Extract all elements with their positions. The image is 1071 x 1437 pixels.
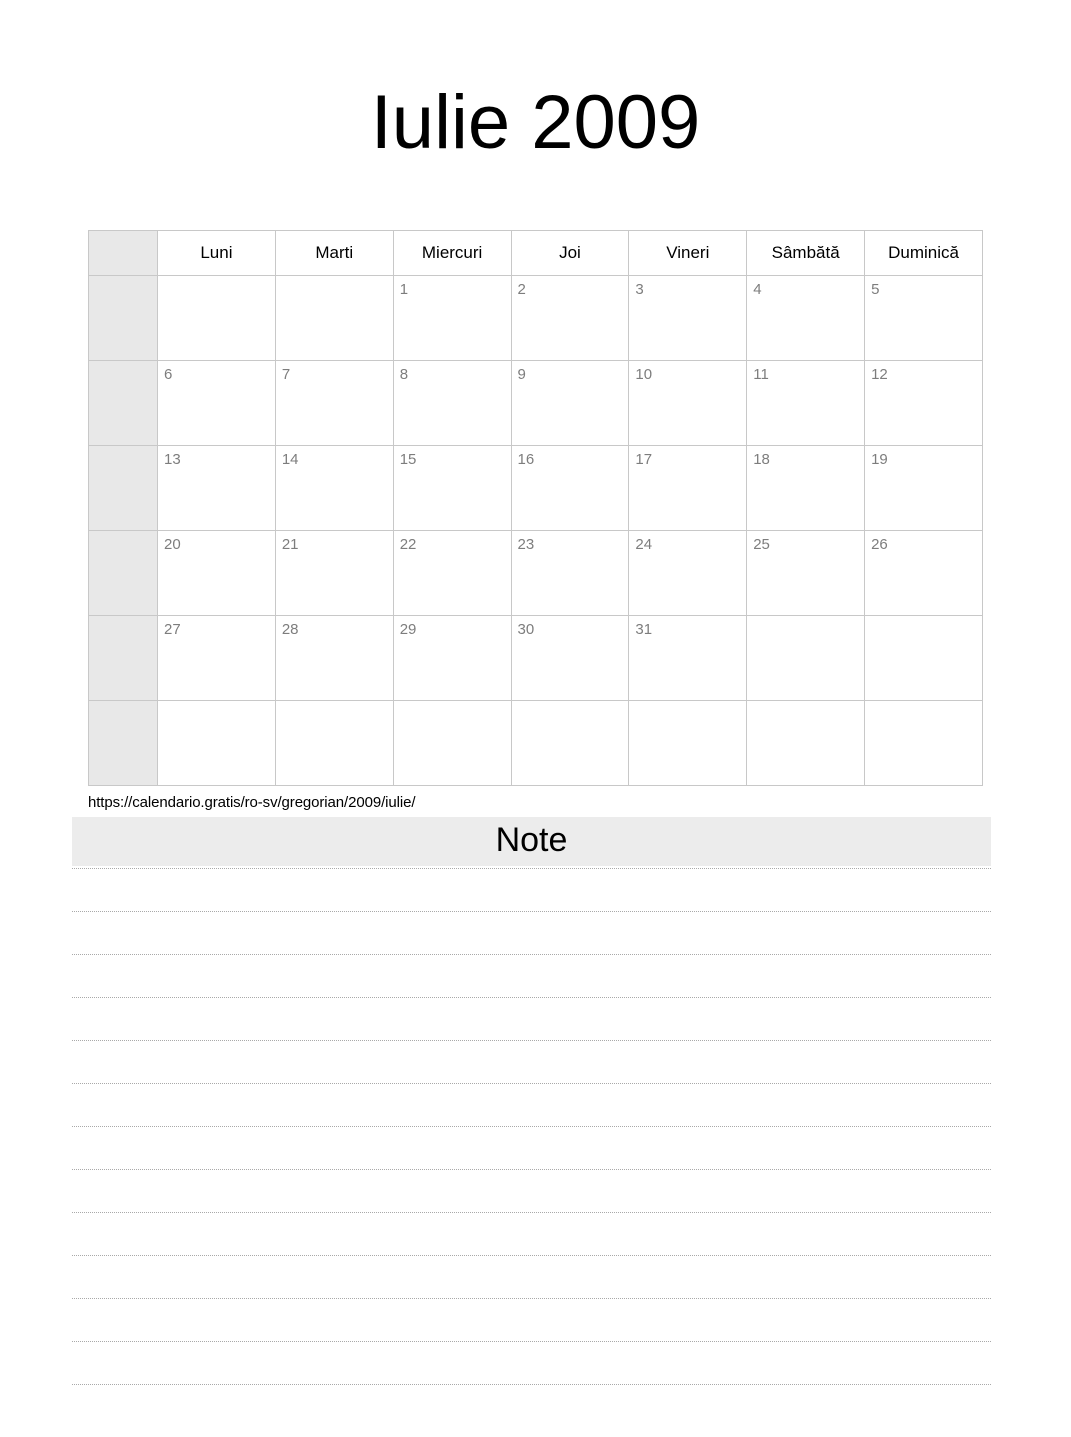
day-cell [511, 275, 629, 360]
day-cell [747, 445, 865, 530]
day-cell [511, 360, 629, 445]
note-line[interactable] [72, 1170, 991, 1213]
day-number: 11 [753, 365, 769, 383]
day-number [747, 616, 864, 622]
day-cell [275, 275, 393, 360]
day-number: 27 [164, 620, 181, 638]
day-cell [865, 445, 983, 530]
note-line[interactable] [72, 998, 991, 1041]
weeknumber-column-header [89, 230, 158, 275]
day-number: 30 [517, 620, 535, 638]
day-cell [393, 275, 511, 360]
day-cell [275, 445, 393, 530]
calendar-container [0, 230, 1071, 786]
weeknumber-cell [89, 445, 158, 530]
day-cell [511, 700, 629, 785]
calendar-header-row [89, 230, 983, 275]
calendar-week-row [89, 530, 983, 615]
day-cell [275, 615, 393, 700]
notes-title: Note [72, 817, 991, 866]
weekday-header-duminica: Duminică [865, 230, 983, 275]
day-cell [158, 700, 276, 785]
day-number: 23 [517, 535, 535, 553]
day-number: 26 [871, 535, 888, 553]
day-cell [158, 445, 276, 530]
day-cell [865, 615, 983, 700]
day-number [865, 701, 982, 707]
calendar-week-row [89, 445, 983, 530]
note-line[interactable] [72, 1127, 991, 1170]
day-cell [393, 445, 511, 530]
day-number: 3 [635, 280, 644, 298]
calendar-header-row-group [89, 230, 983, 275]
weekday-header-joi: Joi [511, 230, 629, 275]
day-cell [511, 530, 629, 615]
day-cell [629, 700, 747, 785]
day-number: 6 [164, 365, 173, 383]
day-cell [747, 615, 865, 700]
calendar-week-row [89, 615, 983, 700]
day-cell [275, 700, 393, 785]
day-cell [158, 615, 276, 700]
day-number: 24 [635, 535, 653, 553]
weekday-header-sambata: Sâmbătă [747, 230, 865, 275]
day-cell [275, 360, 393, 445]
day-cell [158, 360, 276, 445]
month-calendar-table [88, 230, 983, 786]
notes-section [0, 811, 1071, 1385]
notes-lines [72, 868, 991, 1385]
weeknumber-cell [89, 530, 158, 615]
day-cell [629, 445, 747, 530]
day-number [276, 276, 393, 282]
day-number: 14 [281, 450, 299, 468]
calendar-week-row [89, 700, 983, 785]
day-number: 19 [871, 450, 888, 468]
note-line[interactable] [72, 1084, 991, 1127]
day-number: 7 [281, 365, 291, 383]
weeknumber-cell [89, 275, 158, 360]
page-title: Iulie 2009 [370, 79, 701, 165]
day-number: 31 [635, 620, 653, 638]
calendar-page [0, 51, 1071, 1437]
day-number: 18 [753, 450, 770, 468]
calendar-week-row [89, 275, 983, 360]
day-number [512, 701, 629, 707]
day-cell [629, 615, 747, 700]
day-number [158, 701, 275, 707]
weekday-header-marti: Marti [275, 230, 393, 275]
note-line[interactable] [72, 1256, 991, 1299]
day-cell [629, 275, 747, 360]
day-number: 5 [871, 280, 880, 298]
day-cell [865, 275, 983, 360]
day-cell [393, 530, 511, 615]
day-number [747, 701, 864, 707]
day-number: 12 [871, 365, 888, 383]
day-cell [865, 530, 983, 615]
day-cell [393, 360, 511, 445]
day-number: 16 [517, 450, 535, 468]
day-number: 22 [399, 535, 417, 553]
day-number: 10 [635, 365, 653, 383]
note-line[interactable] [72, 868, 991, 912]
day-cell [747, 530, 865, 615]
weekday-header-luni: Luni [158, 230, 276, 275]
weekday-header-vineri: Vineri [629, 230, 747, 275]
weekday-header-miercuri: Miercuri [393, 230, 511, 275]
day-cell [511, 445, 629, 530]
day-cell [393, 615, 511, 700]
day-cell [865, 360, 983, 445]
day-number: 21 [281, 535, 299, 553]
day-cell [393, 700, 511, 785]
day-number [865, 616, 982, 622]
note-line[interactable] [72, 1299, 991, 1342]
day-cell [275, 530, 393, 615]
calendar-week-row [89, 360, 983, 445]
day-number: 1 [399, 280, 409, 298]
day-cell [747, 275, 865, 360]
weeknumber-cell [89, 360, 158, 445]
day-cell [747, 360, 865, 445]
day-cell [511, 615, 629, 700]
day-cell [629, 530, 747, 615]
day-cell [158, 530, 276, 615]
note-line[interactable] [72, 912, 991, 955]
day-number: 15 [399, 450, 417, 468]
day-number: 13 [164, 450, 181, 468]
note-line[interactable] [72, 1213, 991, 1256]
day-number: 29 [399, 620, 417, 638]
day-number [394, 701, 511, 707]
day-number: 17 [635, 450, 653, 468]
day-cell [747, 700, 865, 785]
day-number: 2 [517, 280, 526, 298]
day-number: 25 [753, 535, 770, 553]
weeknumber-cell [89, 700, 158, 785]
day-number: 8 [399, 365, 409, 383]
day-cell [629, 360, 747, 445]
note-line[interactable] [72, 1342, 991, 1385]
day-cell [158, 275, 276, 360]
note-line[interactable] [72, 1041, 991, 1084]
day-number: 9 [517, 365, 526, 383]
day-number [629, 701, 746, 707]
day-number: 28 [281, 620, 299, 638]
day-number: 4 [753, 280, 762, 298]
day-cell [865, 700, 983, 785]
note-line[interactable] [72, 955, 991, 998]
weeknumber-cell [89, 615, 158, 700]
source-url-text: https://calendario.gratis/ro-sv/gregorian/2009/iulie/ [88, 793, 416, 811]
day-number [158, 276, 275, 282]
calendar-body [89, 275, 983, 785]
day-number [276, 701, 393, 707]
day-number: 20 [164, 535, 181, 553]
